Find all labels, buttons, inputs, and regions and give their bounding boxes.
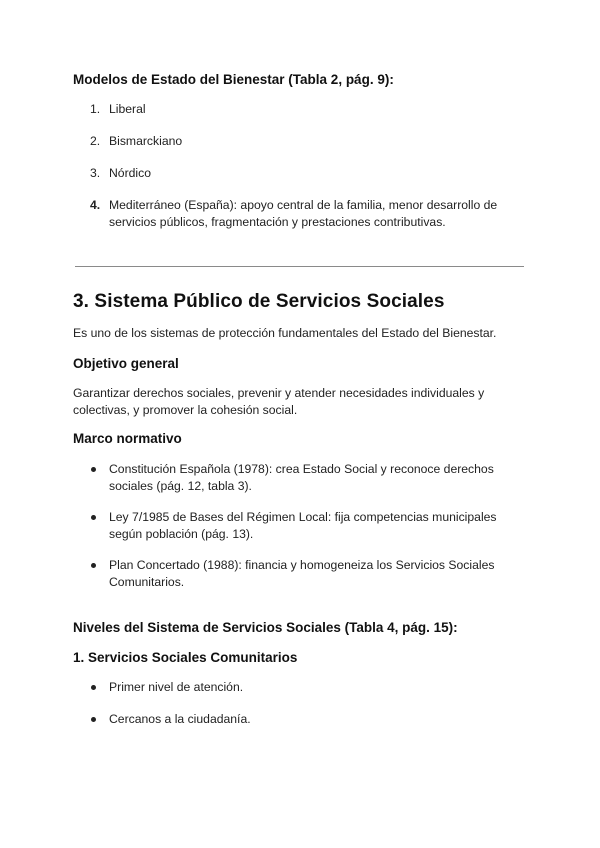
list-number: 4. bbox=[90, 198, 101, 212]
section-intro: Es uno de los sistemas de protección fundamentales del Estado del Bienestar. bbox=[73, 326, 497, 340]
framework-item-text: Constitución Española (1978): crea Estado Social y reconoce derechos sociales (pág. 12, tabla 3). bbox=[109, 462, 494, 493]
bullet-icon bbox=[91, 563, 96, 568]
objective-text: Garantizar derechos sociales, prevenir y atender necesidades individuales y colectivas, y promover la cohesión social. bbox=[73, 386, 485, 417]
list-number: 1. bbox=[90, 102, 101, 116]
section-title: 3. Sistema Público de Servicios Sociales bbox=[73, 291, 445, 312]
horizontal-divider bbox=[75, 266, 524, 267]
levels-heading: Niveles del Sistema de Servicios Sociales (Tabla 4, pág. 15): bbox=[73, 620, 458, 635]
bullet-icon bbox=[91, 515, 96, 520]
community-item-text: Primer nivel de atención. bbox=[109, 680, 244, 694]
bullet-icon bbox=[91, 685, 96, 690]
objective-heading: Objetivo general bbox=[73, 356, 179, 371]
framework-item-text: Ley 7/1985 de Bases del Régimen Local: fija competencias municipales según población (pág. 13). bbox=[109, 510, 497, 541]
welfare-model-text: Liberal bbox=[109, 102, 146, 116]
welfare-model-text: Nórdico bbox=[109, 166, 151, 180]
welfare-model-text: Bismarckiano bbox=[109, 134, 183, 148]
bullet-icon bbox=[91, 717, 96, 722]
community-services-heading: 1. Servicios Sociales Comunitarios bbox=[73, 650, 298, 665]
framework-heading: Marco normativo bbox=[73, 431, 182, 446]
bullet-icon bbox=[91, 467, 96, 472]
framework-item-text: Plan Concertado (1988): financia y homogeneiza los Servicios Sociales Comunitarios. bbox=[109, 558, 495, 589]
list-number: 2. bbox=[90, 134, 101, 148]
list-number: 3. bbox=[90, 166, 101, 180]
welfare-models-heading: Modelos de Estado del Bienestar (Tabla 2, pág. 9): bbox=[73, 72, 394, 87]
community-item-text: Cercanos a la ciudadanía. bbox=[109, 712, 251, 726]
welfare-model-text: Mediterráneo (España): apoyo central de la familia, menor desarrollo de servicios públicos, fragmentación y prestaciones contributivas. bbox=[109, 198, 498, 229]
